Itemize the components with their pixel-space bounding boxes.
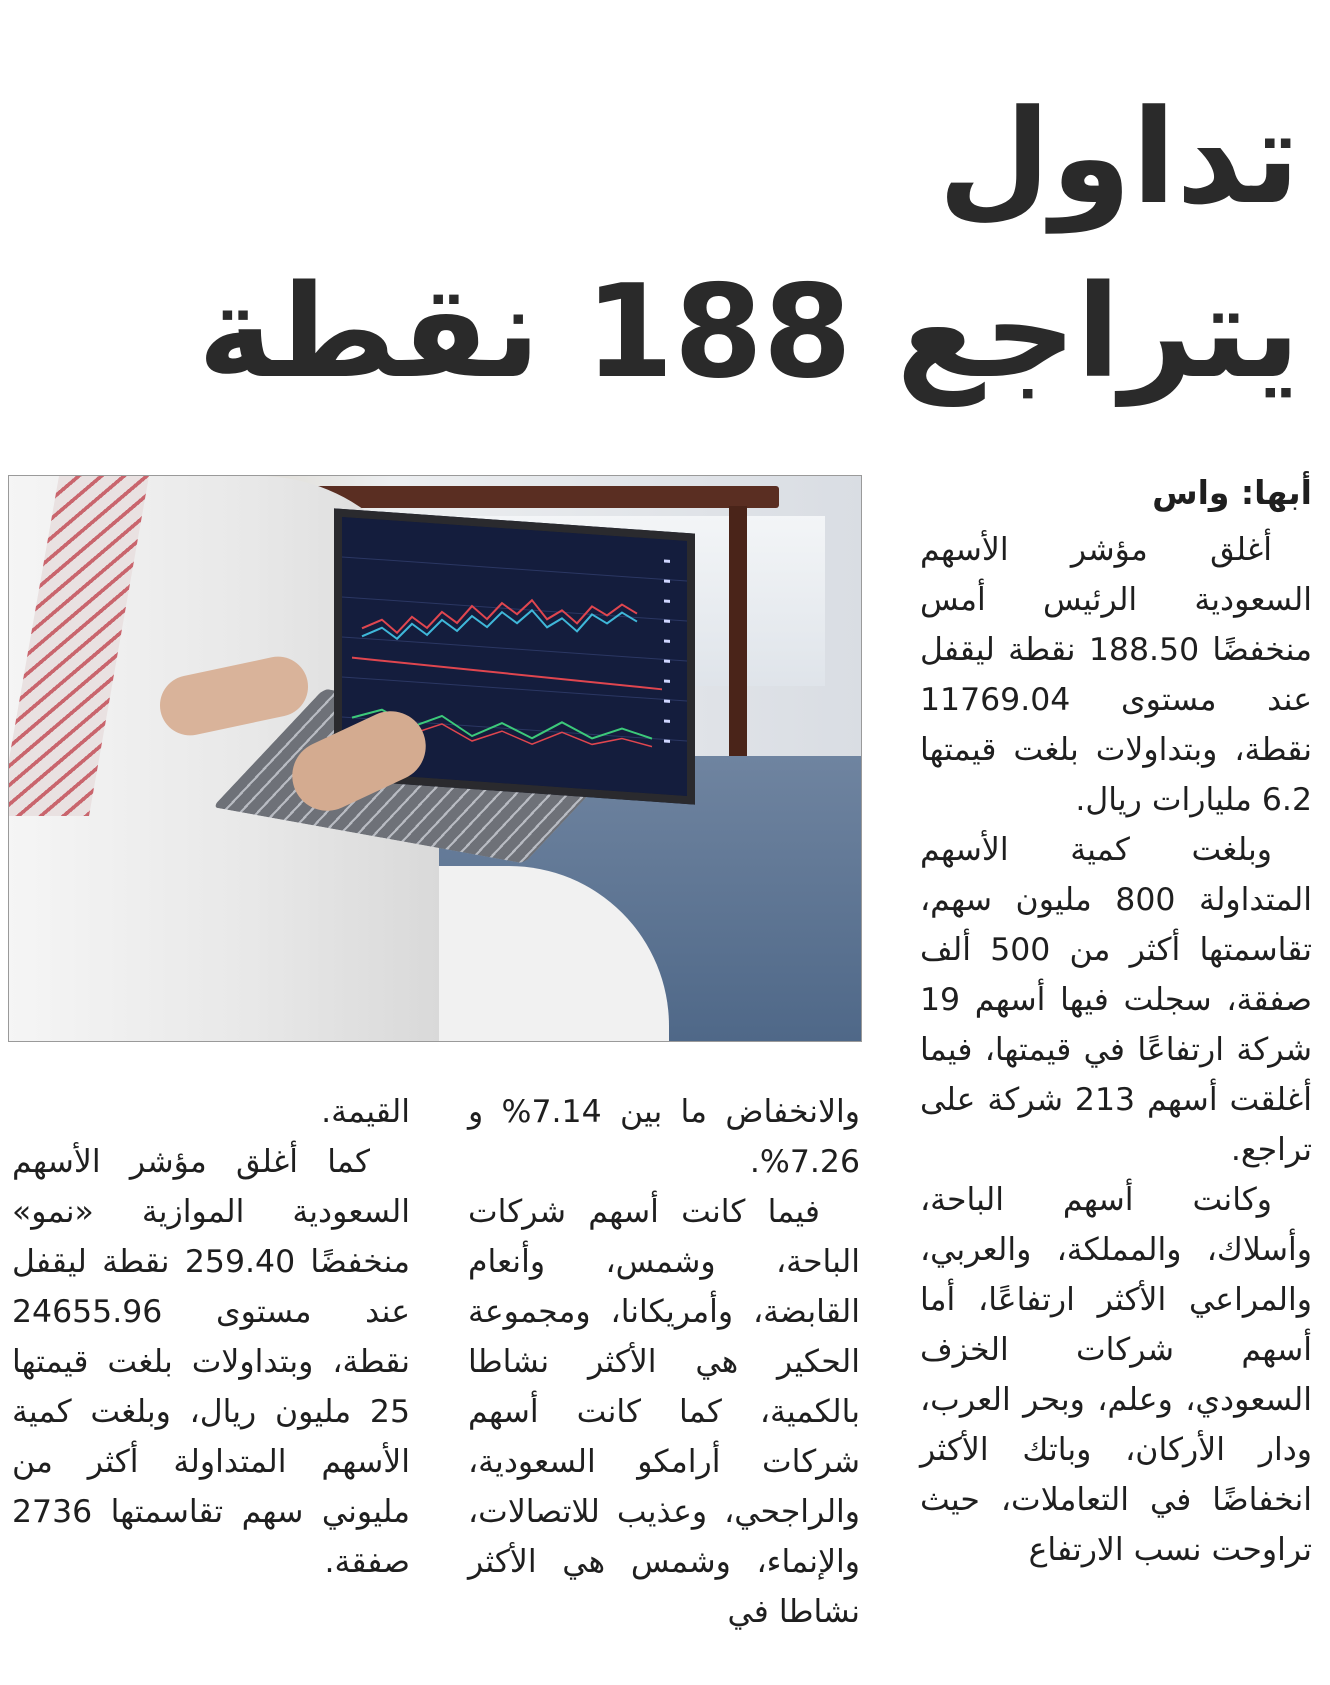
article-photo (8, 475, 862, 1042)
paragraph: كما أغلق مؤشر الأسهم السعودية الموازية «نمو» منخفضًا 259.40 نقطة ليقفل عند مستوى 24655.96 نقطة، وبتداولات بلغت قيمتها 25 مليون ريال، وبلغت كمية الأسهم المتداولة أكثر من مليوني سهم تقاسمتها 2736 صفقة. (12, 1144, 410, 1580)
article-column-middle (468, 1087, 860, 1637)
paragraph: وكانت أسهم الباحة، وأسلاك، والمملكة، والعربي، والمراعي الأكثر ارتفاعًا، أما أسهم شركات الخزف السعودي، وعلم، وبحر العرب، ودار الأركان، وباتك الأكثر انخفاضًا في التعاملات، حيث تراوحت نسب الارتفاع (920, 1182, 1312, 1568)
photo-table-leg (729, 506, 747, 756)
paragraph: وبلغت كمية الأسهم المتداولة 800 مليون سهم، تقاسمتها أكثر من 500 ألف صفقة، سجلت فيها أسهم 19 شركة ارتفاعًا في قيمتها، فيما أغلقت أسهم 213 شركة على تراجع. (920, 832, 1312, 1168)
paragraph: فيما كانت أسهم شركات الباحة، وشمس، وأنعام القابضة، وأمريكانا، ومجموعة الحكير هي الأكثر نشاطا بالكمية، كما كانت أسهم شركات أرامكو السعودية، والراجحي، وعذيب للاتصالات، والإنماء، وشمس هي الأكثر نشاطا في (468, 1194, 860, 1630)
dateline: أبها: واس (1152, 473, 1312, 512)
headline (20, 70, 1300, 420)
paragraph: أغلق مؤشر الأسهم السعودية الرئيس أمس منخفضًا 188.50 نقطة ليقفل عند مستوى 11769.04 نقطة، وبتداولات بلغت قيمتها 6.2 مليارات ريال. (920, 532, 1312, 818)
article-column-right (920, 467, 1312, 1575)
headline-line-2: يتراجع 188 نقطة (197, 258, 1300, 407)
article-column-left (12, 1087, 410, 1587)
paragraph: والانخفاض ما بين 7.14% و 7.26%. (468, 1094, 861, 1180)
paragraph: القيمة. (321, 1094, 410, 1130)
headline-line-1: تداول (937, 81, 1300, 233)
